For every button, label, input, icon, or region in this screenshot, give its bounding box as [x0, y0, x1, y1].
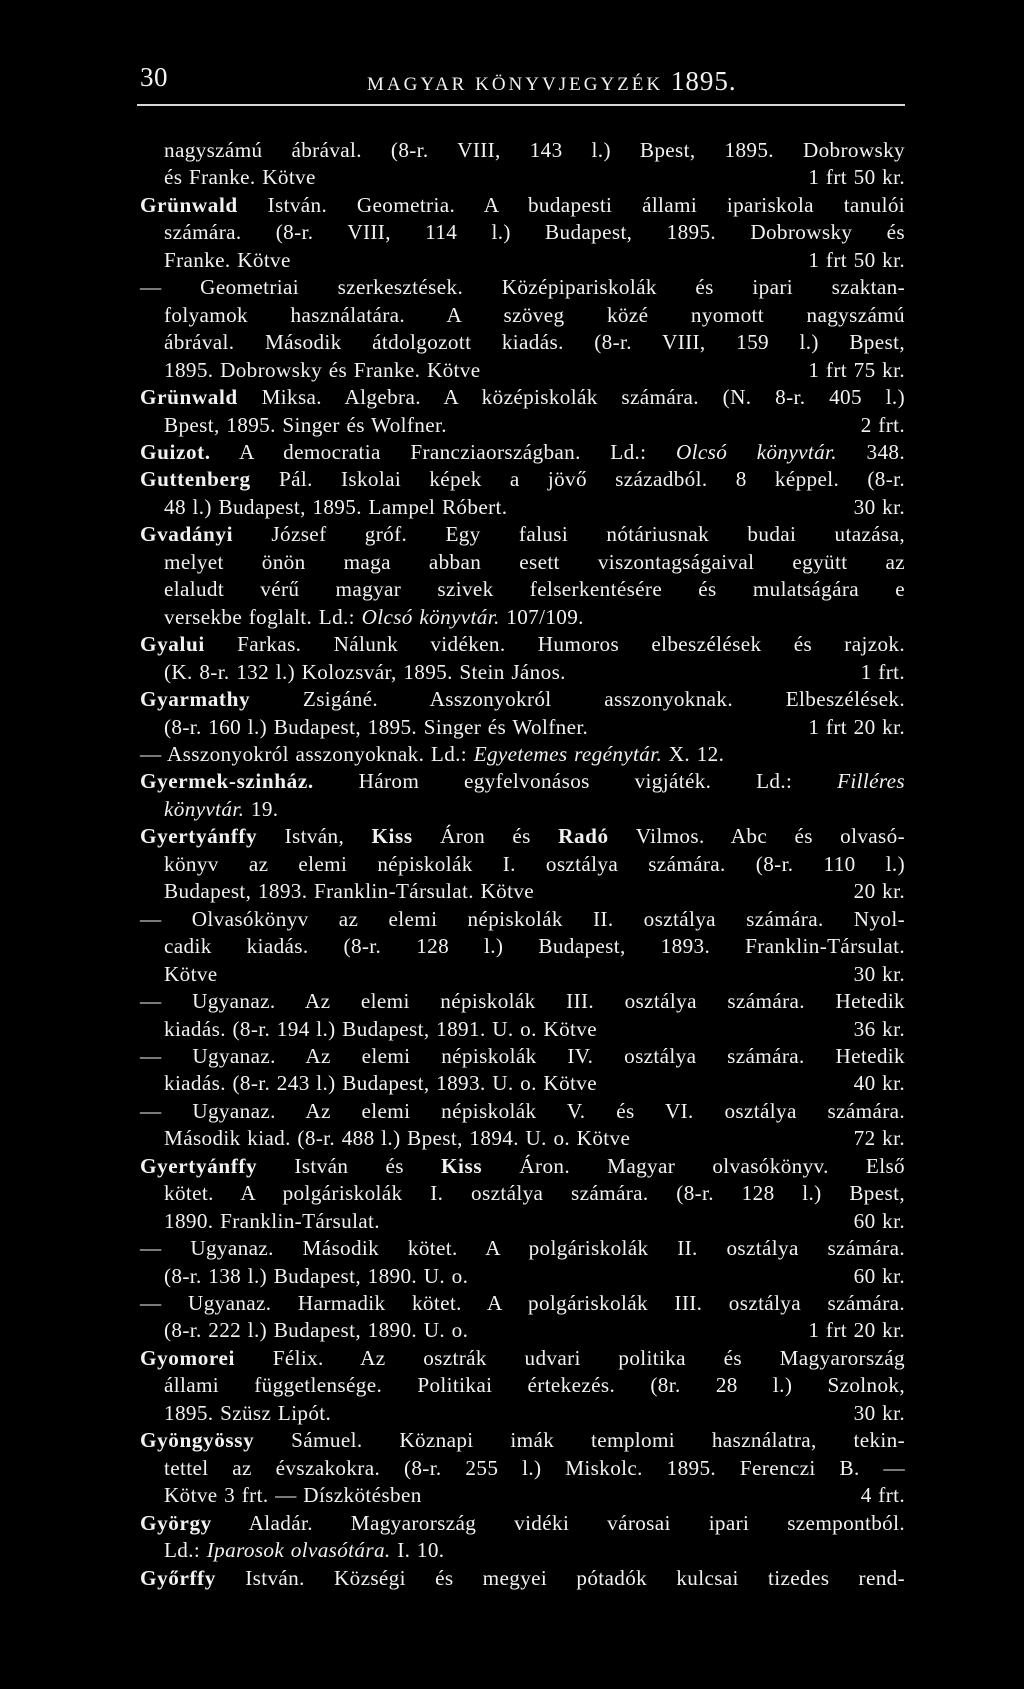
entry-text: Miksa. Algebra. A középiskolák számára. (N. 8-r. 405 l.) [237, 385, 905, 410]
text-line [140, 851, 905, 878]
text-line [140, 1070, 905, 1097]
running-title-year: 1895. [670, 66, 737, 96]
text-line [140, 384, 905, 411]
price: 20 kr. [853, 879, 905, 904]
text-line [140, 494, 905, 521]
entry-text: István. Geometria. A budapesti állami ipariskola tanulói [237, 192, 905, 217]
price: 60 kr. [853, 1263, 905, 1288]
entry-text: I. 10. [390, 1538, 445, 1563]
catalog-entries [140, 137, 905, 1592]
entry-text: — Olvasókönyv az elemi népiskolák II. osztálya számára. Nyol- [140, 906, 905, 931]
price: 60 kr. [853, 1208, 905, 1233]
entry-text: és Franke. Kötve [164, 165, 316, 190]
entry-text: István, [257, 824, 372, 849]
entry-text: ábrával. Második átdolgozott kiadás. (8-r. VIII, 159 l.) Bpest, [164, 330, 905, 355]
author-name: Gyomorei [140, 1345, 236, 1370]
entry-text: folyamok használatára. A szöveg közé nyomott nagyszámú [164, 302, 905, 327]
text-line [140, 1016, 905, 1043]
text-line [140, 768, 905, 795]
entry-text: Bpest, 1895. Singer és Wolfner. [164, 412, 447, 437]
price: 30 kr. [853, 1400, 905, 1425]
text-line [140, 357, 905, 384]
text-line [140, 137, 905, 164]
text-line [140, 1455, 905, 1482]
text-line [140, 741, 905, 768]
running-title [367, 66, 737, 97]
price: 1 frt 20 kr. [808, 714, 905, 739]
price: 72 kr. [853, 1126, 905, 1151]
text-line [140, 192, 905, 219]
author-name: Kiss [371, 824, 413, 849]
author-name: Radó [558, 824, 609, 849]
entry-text: 1890. Franklin-Társulat. [164, 1208, 380, 1233]
text-line [140, 659, 905, 686]
page-number: 30 [140, 62, 168, 92]
author-name: Gvadányi [140, 522, 234, 547]
entry-text: — Asszonyokról asszonyoknak. Ld.: [140, 741, 474, 766]
entry-text: — Geometriai szerkesztések. Középipariskolák és ipari szaktan- [140, 275, 905, 300]
text-line [140, 631, 905, 658]
entry-text: Farkas. Nálunk vidéken. Humoros elbeszélések és rajzok. [204, 632, 905, 657]
entry-text: Második kiad. (8-r. 488 l.) Bpest, 1894. U. o. Kötve [164, 1126, 631, 1151]
entry-text: 19. [244, 796, 279, 821]
entry-text: József gróf. Egy falusi nótáriusnak budai utazása, [233, 522, 905, 547]
text-line [140, 549, 905, 576]
entry-text: 1895. Dobrowsky és Franke. Kötve [164, 357, 481, 382]
text-line [140, 164, 905, 191]
text-line [140, 302, 905, 329]
text-line [140, 823, 905, 850]
price: 36 kr. [853, 1016, 905, 1041]
entry-text: állami függetlensége. Politikai értekezés. (8r. 28 l.) Szolnok, [164, 1373, 905, 1398]
text-line [140, 576, 905, 603]
entry-text: versekbe foglalt. Ld.: [164, 604, 362, 629]
text-line [140, 714, 905, 741]
entry-text: (8-r. 160 l.) Budapest, 1895. Singer és Wolfner. [164, 714, 589, 739]
text-line [140, 1180, 905, 1207]
text-line [140, 1290, 905, 1317]
price: 40 kr. [853, 1071, 905, 1096]
author-name: Grünwald [140, 385, 238, 410]
text-line [140, 1125, 905, 1152]
text-line [140, 1098, 905, 1125]
text-line [140, 466, 905, 493]
text-line [140, 604, 905, 631]
price: 2 frt. [860, 412, 905, 437]
entry-text: kiadás. (8-r. 194 l.) Budapest, 1891. U. o. Kötve [164, 1016, 597, 1041]
text-line [140, 1345, 905, 1372]
header-rule [137, 104, 905, 106]
entry-text: könyv az elemi népiskolák I. osztálya számára. (8-r. 110 l.) [164, 851, 905, 876]
text-line [140, 1510, 905, 1537]
price: 1 frt 50 kr. [808, 247, 905, 272]
entry-text: — Ugyanaz. Az elemi népiskolák V. és VI. osztálya számára. [140, 1098, 905, 1123]
series-title: Olcsó könyvtár. [675, 439, 837, 464]
text-line [140, 878, 905, 905]
author-name: Győrffy [140, 1565, 216, 1590]
price: 1 frt. [860, 659, 905, 684]
entry-text: Franke. Kötve [164, 247, 291, 272]
entry-text: 48 l.) Budapest, 1895. Lampel Róbert. [164, 494, 508, 519]
price: 30 kr. [853, 494, 905, 519]
text-line [140, 1427, 905, 1454]
entry-text: kiadás. (8-r. 243 l.) Budapest, 1893. U. o. Kötve [164, 1071, 597, 1096]
entry-text: 1895. Szüsz Lipót. [164, 1400, 332, 1425]
entry-text: Áron. Magyar olvasókönyv. Első [482, 1153, 905, 1178]
text-line [140, 1208, 905, 1235]
entry-text: kötet. A polgáriskolák I. osztálya számára. (8-r. 128 l.) Bpest, [164, 1181, 905, 1206]
entry-text: — Ugyanaz. Második kötet. A polgáriskolák II. osztálya számára. [140, 1236, 905, 1261]
text-line [140, 1263, 905, 1290]
entry-text: (8-r. 138 l.) Budapest, 1890. U. o. [164, 1263, 469, 1288]
price: 4 frt. [860, 1483, 905, 1508]
entry-text: Aladár. Magyarország vidéki városai ipari szempontból. [211, 1510, 905, 1535]
text-line [140, 961, 905, 988]
author-name: Gyalui [140, 632, 205, 657]
text-line [140, 1372, 905, 1399]
text-line [140, 933, 905, 960]
author-name: György [140, 1510, 212, 1535]
series-title: Olcsó könyvtár. [361, 604, 500, 629]
entry-text: Kötve 3 frt. — Díszkötésben [164, 1483, 422, 1508]
text-line [140, 1043, 905, 1070]
entry-text: Pál. Iskolai képek a jövő századból. 8 képpel. (8-r. [250, 467, 905, 492]
author-name: Grünwald [140, 192, 238, 217]
entry-text: István. Községi és megyei pótadók kulcsai tizedes rend- [215, 1565, 905, 1590]
series-title: könyvtár. [164, 796, 245, 821]
text-line [140, 219, 905, 246]
entry-text: Sámuel. Köznapi imák templomi használatra, tekin- [254, 1428, 905, 1453]
text-line [140, 274, 905, 301]
text-line [140, 1537, 905, 1564]
entry-text: 348. [836, 439, 905, 464]
entry-text: Ld.: [164, 1538, 207, 1563]
series-title: Filléres [837, 769, 905, 794]
page-header [140, 62, 905, 102]
author-name: Guizot. [140, 439, 211, 464]
price: 30 kr. [853, 961, 905, 986]
entry-text: — Ugyanaz. Az elemi népiskolák III. osztálya számára. Hetedik [140, 989, 905, 1014]
entry-text: A democratia Francziaországban. Ld.: [210, 439, 676, 464]
text-line [140, 412, 905, 439]
series-title: Egyetemes regénytár. [473, 741, 663, 766]
entry-text: — Ugyanaz. Harmadik kötet. A polgáriskolák III. osztálya számára. [140, 1291, 905, 1316]
price: 1 frt 20 kr. [808, 1318, 905, 1343]
entry-text: Három egyfelvonásos vigjáték. Ld.: [313, 769, 838, 794]
author-name: Gyertyánffy [140, 824, 258, 849]
entry-text: (8-r. 222 l.) Budapest, 1890. U. o. [164, 1318, 469, 1343]
text-line [140, 329, 905, 356]
entry-text: Áron és [412, 824, 559, 849]
series-title: Iparosok olvasótára. [206, 1538, 391, 1563]
entry-text: Vilmos. Abc és olvasó- [608, 824, 905, 849]
text-line [140, 1400, 905, 1427]
author-name: Gyöngyössy [140, 1428, 255, 1453]
text-line [140, 1317, 905, 1344]
text-line [140, 1153, 905, 1180]
text-line [140, 796, 905, 823]
author-name: Gyermek-szinház. [140, 769, 314, 794]
entry-text: István és [257, 1153, 441, 1178]
entry-text: Félix. Az osztrák udvari politika és Magyarország [235, 1345, 905, 1370]
entry-text: nagyszámú ábrával. (8-r. VIII, 143 l.) Bpest, 1895. Dobrowsky [164, 138, 905, 162]
entry-text: tettel az évszakokra. (8-r. 255 l.) Miskolc. 1895. Ferenczi B. — [164, 1455, 905, 1480]
text-line [140, 247, 905, 274]
entry-text: melyet önön maga abban esett viszontagságaival együtt az [164, 549, 905, 574]
entry-text: elaludt vérű magyar szivek felserkentésére és mulatságára e [164, 577, 905, 602]
entry-text: számára. (8-r. VIII, 114 l.) Budapest, 1895. Dobrowsky és [164, 220, 905, 245]
text-line [140, 1482, 905, 1509]
entry-text: Budapest, 1893. Franklin-Társulat. Kötve [164, 879, 535, 904]
entry-text: Kötve [164, 961, 218, 986]
entry-text: 107/109. [499, 604, 584, 629]
entry-text: cadik kiadás. (8-r. 128 l.) Budapest, 1893. Franklin-Társulat. [164, 934, 905, 959]
running-title-text: MAGYAR KÖNYVJEGYZÉK [367, 74, 664, 95]
author-name: Guttenberg [140, 467, 251, 492]
text-line [140, 521, 905, 548]
text-line [140, 439, 905, 466]
author-name: Kiss [440, 1153, 483, 1178]
text-line [140, 1565, 905, 1592]
price: 1 frt 50 kr. [808, 165, 905, 190]
text-line [140, 1235, 905, 1262]
price: 1 frt 75 kr. [808, 357, 905, 382]
text-line [140, 686, 905, 713]
author-name: Gyertyánffy [140, 1153, 258, 1178]
entry-text: X. 12. [662, 741, 725, 766]
text-line [140, 906, 905, 933]
text-line [140, 988, 905, 1015]
entry-text: Zsigáné. Asszonyokról asszonyoknak. Elbeszélések. [250, 687, 905, 712]
entry-text: (K. 8-r. 132 l.) Kolozsvár, 1895. Stein János. [164, 659, 566, 684]
author-name: Gyarmathy [140, 687, 251, 712]
entry-text: — Ugyanaz. Az elemi népiskolák IV. osztálya számára. Hetedik [140, 1043, 905, 1068]
